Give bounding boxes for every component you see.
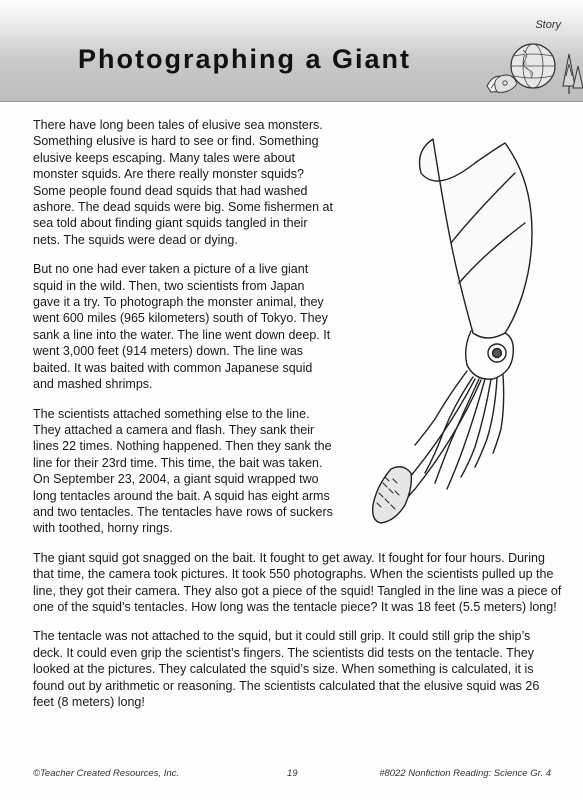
paragraph: But no one had ever taken a picture of a live giant squid in the wild. Then, two scientists from Japan gave it a try. To photograph the monster animal, they went 600 miles (965 kilometers) south of Tokyo. They sank a line into the water. The line went down deep. It went 3,000 feet (914 meters) down. The line was baited. It was baited with common Japanese squid and mashed shrimps. — [33, 262, 331, 392]
giant-squid-illustration — [355, 133, 550, 528]
page-header — [0, 0, 583, 102]
paragraph: The tentacle was not attached to the squid, but it could still grip. It could still grip the ship’s deck. It could even grip the scientist’s fingers. The scientists did tests on the tentacle. They looked at the pictures. They calculated the squid’s size. When something is calculated, it is found out by arithmetic or reasoning. The scientists calculated that the elusive squid was 26 feet (8 meters) long! — [33, 629, 540, 709]
publisher-credit: ©Teacher Created Resources, Inc. — [33, 768, 180, 779]
page-footer — [0, 768, 583, 784]
paragraph: The giant squid got snagged on the bait. It fought to get away. It fought for four hours. During that time, the camera took pictures. It took 550 photographs. When the scientists pulled up the line, they got their camera. They also got a piece of the squid! Tangled in the line was a piece of one of the squid’s tentacles. How long was the tentacle piece? It was 18 feet (5.5 meters) long! — [33, 550, 562, 614]
section-label: Story — [535, 19, 561, 31]
paragraph: The scientists attached something else to the line. They attached a camera and flash. They sank their lines 22 times. Nothing happened. Then they sank the line for their 23rd time. This time, the bait was taken. On September 23, 2004, a giant squid wrapped two long tentacles around the bait. A squid has eight arms and two tentacles. The tentacles have rows of suckers with toothed, horny rings. — [33, 406, 333, 536]
paragraph: There have long been tales of elusive sea monsters. Something elusive is hard to see or find. Something elusive keeps escaping. Many tales were about monster squids. Are there really monster squids? Some people found dead squids that had washed ashore. The dead squids were big. Some fishermen at sea told about finding giant squids tangled in their nets. The squids were dead or dying. — [33, 118, 333, 247]
story-emblem-icon — [483, 36, 583, 96]
page-title: Photographing a Giant — [78, 44, 411, 74]
book-title: #8022 Nonfiction Reading: Science Gr. 4 — [379, 768, 551, 779]
page-number: 19 — [287, 768, 298, 779]
